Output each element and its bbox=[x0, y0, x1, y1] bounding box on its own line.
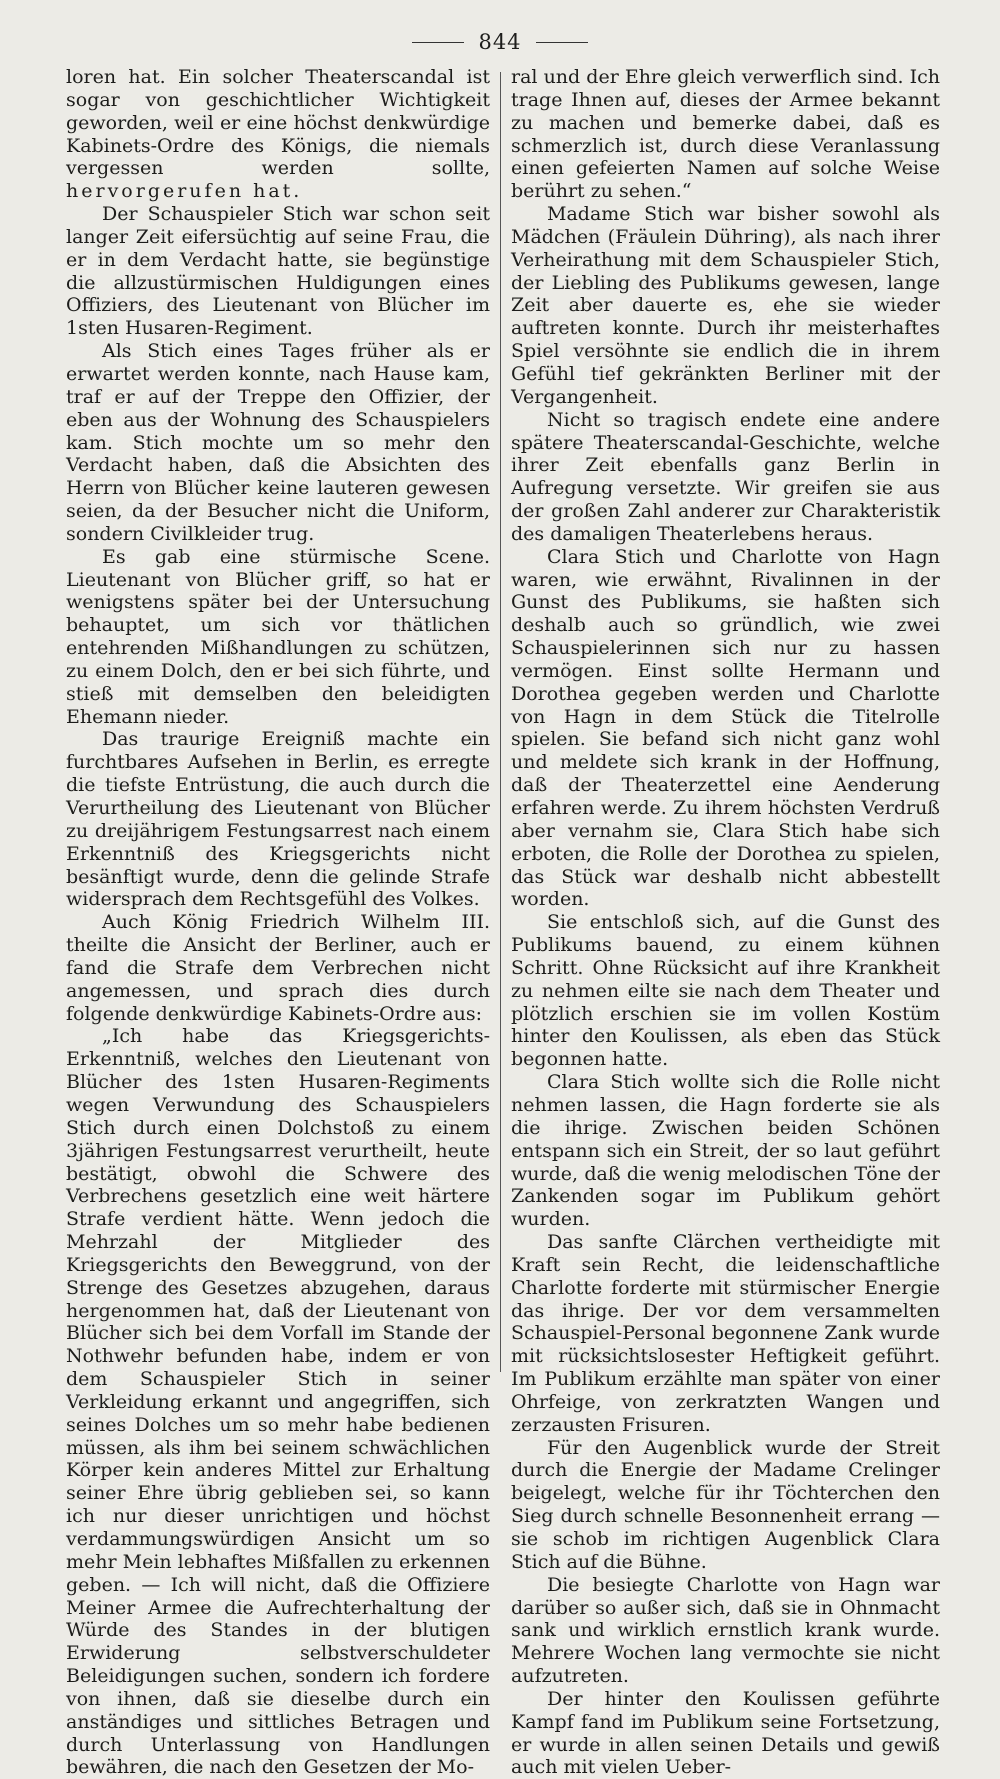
paragraph: Clara Stich wollte sich die Rolle nicht nehmen lassen, die Hagn forderte sie als die ihrige. Zwischen beiden Schönen entspann sich ein Streit, der so laut geführt wurde, daß die wenig melodischen Töne der Zankenden sogar im Publikum gehört wurden. bbox=[511, 1071, 940, 1231]
paragraph: Es gab eine stürmische Scene. Lieutenant von Blücher griff, so hat er wenigstens später bei der Untersuchung behauptet, um sich vor thätlichen entehrenden Mißhandlungen zu schützen, zu einem Dolch, den er bei sich führte, und stieß mit demselben den beleidigten Ehemann nieder. bbox=[66, 545, 490, 728]
paragraph: Der hinter den Koulissen geführte Kampf fand im Publikum seine Fortsetzung, er wurde in allen seinen Details und gewiß auch mit vielen Ueber- bbox=[511, 1687, 940, 1779]
column-divider bbox=[500, 72, 501, 1372]
paragraph bbox=[66, 66, 490, 203]
paragraph: Das sanfte Clärchen vertheidigte mit Kraft sein Recht, die leidenschaftliche Charlotte forderte mit stürmischer Energie das ihrige. Der vor dem versammelten Schauspiel-Personal begonnene Zank wurde mit rücksichtslosester Heftigkeit geführt. Im Publikum erzählte man später von einer Ohrfeige, von zerkratzten Wangen und zerzausten Frisuren. bbox=[511, 1231, 940, 1436]
paragraph-text: loren hat. Ein solcher Theaterscandal ist sogar von geschichtlicher Wichtigkeit geworden, weil er eine höchst denkwürdige Kabinets-Ordre des Königs, die niemals vergessen werden sollte, bbox=[66, 66, 490, 180]
paragraph: ral und der Ehre gleich verwerflich sind. Ich trage Ihnen auf, dieses der Armee bekannt zu machen und bemerke dabei, daß es schmerzlich ist, durch diese Veranlassung einen gefeierten Namen auf solche Weise berührt zu sehen.“ bbox=[511, 66, 940, 203]
paragraph: Nicht so tragisch endete eine andere spätere Theaterscandal-Geschichte, welche ihrer Zeit ebenfalls ganz Berlin in Aufregung versetzte. Wir greifen sie aus der großen Zahl anderer zur Charakteristik des damaligen Theaterlebens heraus. bbox=[511, 408, 940, 545]
paragraph: Madame Stich war bisher sowohl als Mädchen (Fräulein Dühring), als nach ihrer Verheirathung mit dem Schauspieler Stich, der Liebling des Publikums gewesen, lange Zeit aber dauerte es, ehe sie wieder auftreten konnte. Durch ihr meisterhaftes Spiel versöhnte sie endlich die in ihrem Gefühl tief gekränkten Berliner mit der Vergangenheit. bbox=[511, 203, 940, 408]
header-rule-left bbox=[412, 42, 464, 43]
paragraph: Sie entschloß sich, auf die Gunst des Publikums bauend, zu einem kühnen Schritt. Ohne Rücksicht auf ihre Krankheit zu nehmen eilte sie nach dem Theater und plötzlich erschien sie im vollen Kostüm hinter den Koulissen, als eben das Stück begonnen hatte. bbox=[511, 911, 940, 1071]
paragraph: Die besiegte Charlotte von Hagn war darüber so außer sich, daß sie in Ohnmacht sank und wirklich ernstlich krank wurde. Mehrere Wochen lang vermochte sie nicht aufzutreten. bbox=[511, 1573, 940, 1688]
paragraph: Clara Stich und Charlotte von Hagn waren, wie erwähnt, Rivalinnen in der Gunst des Publikums, sie haßten sich deshalb auch so gründlich, wie zwei Schauspielerinnen sich nur zu hassen vermögen. Einst sollte Hermann und Dorothea gegeben werden und Charlotte von Hagn in dem Stück die Titelrolle spielen. Sie befand sich nicht ganz wohl und meldete sich krank in der Hoffnung, daß der Theaterzettel eine Aenderung erfahren werde. Zu ihrem höchsten Verdruß aber vernahm sie, Clara Stich habe sich erboten, die Rolle der Dorothea zu spielen, das Stück war deshalb nicht abbestellt worden. bbox=[511, 545, 940, 911]
paragraph: Der Schauspieler Stich war schon seit langer Zeit eifersüchtig auf seine Frau, die er in dem Verdacht hatte, sie begünstige die allzustürmischen Huldigungen eines Offiziers, des Lieutenant von Blücher im 1sten Husaren-Regiment. bbox=[66, 203, 490, 340]
left-column bbox=[66, 66, 491, 1779]
header-rule-right bbox=[536, 42, 588, 43]
paragraph: Das traurige Ereigniß machte ein furchtbares Aufsehen in Berlin, es erregte die tiefste Entrüstung, die auch durch die Verurtheilung des Lieutenant von Blücher zu dreijährigem Festungsarrest nach einem Erkenntniß des Kriegsgerichts nicht besänftigt wurde, denn die gelinde Strafe widersprach dem Rechtsgefühl des Volkes. bbox=[66, 728, 490, 911]
right-column bbox=[511, 66, 940, 1779]
paragraph: Als Stich eines Tages früher als er erwartet werden konnte, nach Hause kam, traf er auf der Treppe den Offizier, der eben aus der Wohnung des Schauspielers kam. Stich mochte um so mehr den Verdacht haben, daß die Absichten des Herrn von Blücher keine lauteren gewesen seien, da der Besucher nicht die Uniform, sondern Civilkleider trug. bbox=[66, 340, 490, 545]
quoted-decree: „Ich habe das Kriegsgerichts-Erkenntniß, welches den Lieutenant von Blücher des 1sten Husaren-Regiments wegen Verwundung des Schauspielers Stich durch einen Dolchstoß zu einem 3jährigen Festungsarrest verurtheilt, heute bestätigt, obwohl die Schwere des Verbrechens gesetzlich eine weit härtere Strafe verdient hätte. Wenn jedoch die Mehrzahl der Mitglieder des Kriegsgerichts den Beweggrund, von der Strenge des Gesetzes abzugehen, daraus hergenommen hat, daß der Lieutenant von Blücher sich bei dem Vorfall im Stande der Nothwehr befunden habe, indem er von dem Schauspieler Stich in seiner Verkleidung erkannt und angegriffen, sich seines Dolches um so mehr habe bedienen müssen, als ihm bei seinem schwächlichen Körper kein anderes Mittel zur Erhaltung seiner Ehre übrig geblieben sei, so kann ich nur dieser unrichtigen und höchst verdammungswürdigen Ansicht um so mehr Mein lebhaftes Mißfallen zu erkennen geben. — Ich will nicht, daß die Offiziere Meiner Armee die Aufrechterhaltung der Würde des Standes in der blutigen Erwiderung selbstverschuldeter Beleidigungen suchen, sondern ich fordere von ihnen, daß sie dieselbe durch ein anständiges und sittliches Betragen und durch Unterlassung von Handlungen bewähren, die nach den Gesetzen der Mo- bbox=[66, 1025, 491, 1779]
page-header bbox=[0, 28, 1000, 56]
paragraph: Für den Augenblick wurde der Streit durch die Energie der Madame Crelinger beigelegt, welche für ihr Töchterchen den Sieg durch schnelle Besonnenheit errang — sie schob im richtigen Augenblick Clara Stich auf die Bühne. bbox=[511, 1436, 940, 1573]
paragraph: Auch König Friedrich Wilhelm III. theilte die Ansicht der Berliner, auch er fand die Strafe dem Verbrechen nicht angemessen, und sprach dies durch folgende denkwürdige Kabinets-Ordre aus: bbox=[66, 911, 490, 1025]
spaced-text: hervorgerufen hat. bbox=[66, 180, 303, 203]
page-number: 844 bbox=[478, 30, 522, 54]
